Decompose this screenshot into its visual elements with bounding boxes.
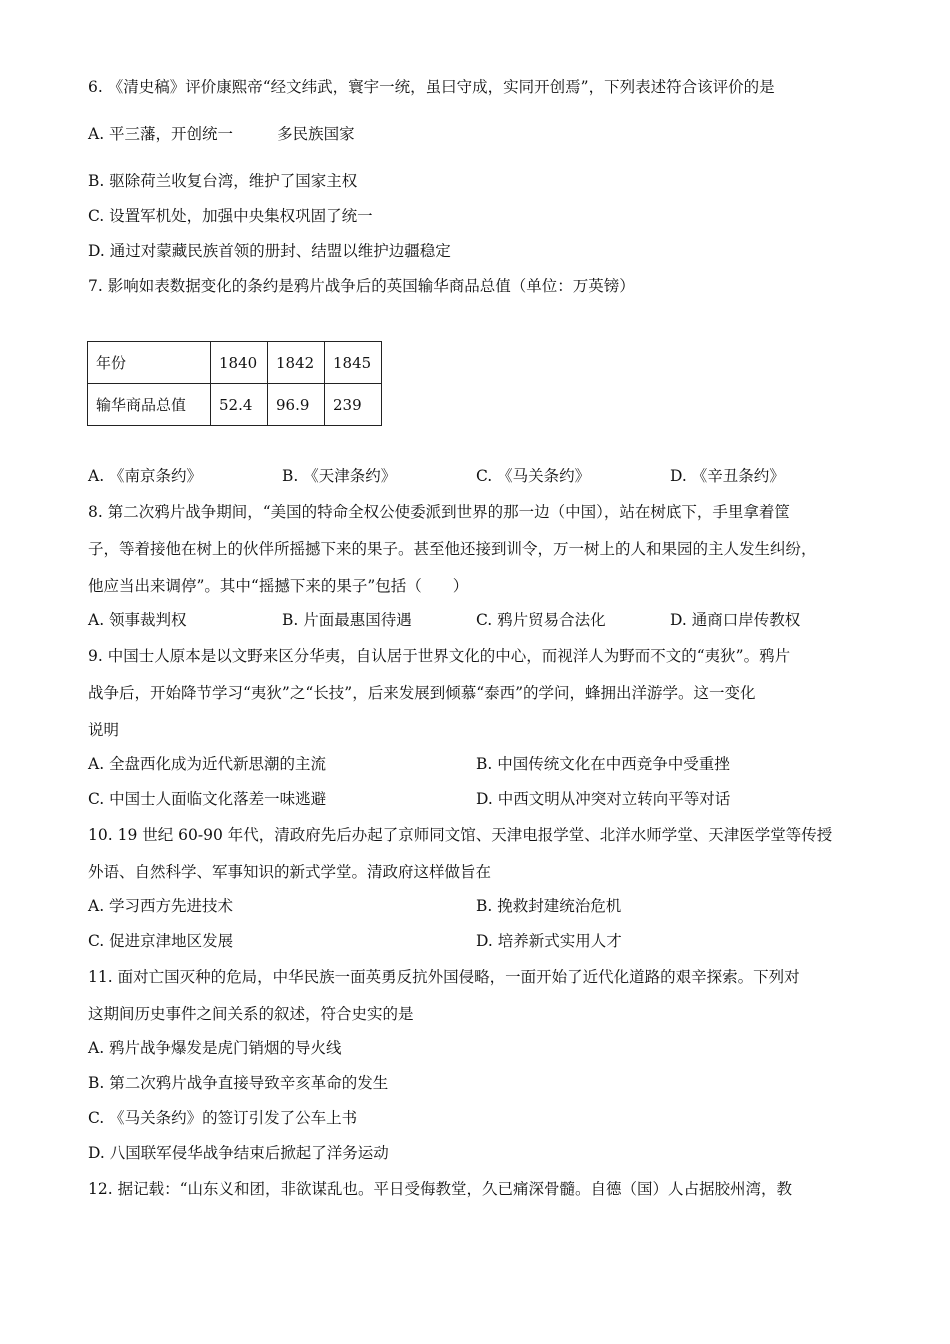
q8-line-1: 8. 第二次鸦片战争期间，“美国的特命全权公使委派到世界的那一边（中国），站在树底下，手里拿着筐 [88, 503, 790, 521]
q7-stem: 7. 影响如表数据变化的条约是鸦片战争后的英国输华商品总值（单位：万英镑） [88, 277, 635, 295]
q8-option-c: C. 鸦片贸易合法化 [476, 611, 606, 629]
q9-line-3: 说明 [88, 721, 120, 739]
q10-option-a: A. 学习西方先进技术 [88, 897, 234, 915]
q6-option-b: B. 驱除荷兰收复台湾，维护了国家主权 [88, 172, 358, 190]
q10-option-c: C. 促进京津地区发展 [88, 932, 234, 950]
q12-line-1: 12. 据记载：“山东义和团，非欲谋乱也。平日受侮教堂，久已痛深骨髓。自德（国）人占据胶州湾，教 [88, 1180, 793, 1198]
q11-line-2: 这期间历史事件之间关系的叙述，符合史实的是 [88, 1005, 414, 1023]
table-cell: 239 [325, 384, 382, 426]
q8-line-2: 子，等着接他在树上的伙伴所摇撼下来的果子。甚至他还接到训令，万一树上的人和果园的主人发生纠纷， [88, 540, 817, 558]
q9-option-a: A. 全盘西化成为近代新思潮的主流 [88, 755, 327, 773]
q8-option-b: B. 片面最惠国待遇 [282, 611, 412, 629]
q11-option-c: C. 《马关条约》的签订引发了公车上书 [88, 1109, 358, 1127]
q11-option-a: A. 鸦片战争爆发是虎门销烟的导火线 [88, 1039, 342, 1057]
q8-line-3: 他应当出来调停”。其中“摇撼下来的果子”包括（ ） [88, 577, 469, 595]
table-row [88, 342, 382, 384]
q10-line-1: 10. 19 世纪 60-90 年代，清政府先后办起了京师同文馆、天津电报学堂、北洋水师学堂、天津医学堂等传授 [88, 826, 833, 844]
q7-data-table [87, 341, 382, 426]
q7-option-a: A. 《南京条约》 [88, 467, 203, 485]
q9-line-2: 战争后，开始降节学习“夷狄”之“长技”，后来发展到倾慕“泰西”的学问，蜂拥出洋游学。这一变化 [88, 684, 756, 702]
table-cell: 1842 [268, 342, 325, 384]
q9-line-1: 9. 中国士人原本是以文野来区分华夷，自认居于世界文化的中心，而视洋人为野而不文的“夷狄”。鸦片 [88, 647, 791, 665]
q11-line-1: 11. 面对亡国灭种的危局，中华民族一面英勇反抗外国侵略，一面开始了近代化道路的艰辛探索。下列对 [88, 968, 800, 986]
q8-option-a: A. 领事裁判权 [88, 611, 187, 629]
table-cell: 1840 [211, 342, 268, 384]
q7-option-d: D. 《辛丑条约》 [670, 467, 785, 485]
table-cell: 52.4 [211, 384, 268, 426]
q10-option-b: B. 挽救封建统治危机 [476, 897, 622, 915]
table-cell: 1845 [325, 342, 382, 384]
q6-option-a-part2: 多民族国家 [277, 125, 355, 143]
q9-option-c: C. 中国士人面临文化落差一味逃避 [88, 790, 327, 808]
q11-option-b: B. 第二次鸦片战争直接导致辛亥革命的发生 [88, 1074, 389, 1092]
q6-stem: 6. 《清史稿》评价康熙帝“经文纬武，寰宇一统，虽曰守成，实同开创焉”，下列表述符合该评价的是 [88, 78, 775, 96]
q10-line-2: 外语、自然科学、军事知识的新式学堂。清政府这样做旨在 [88, 863, 492, 881]
q6-option-a [88, 124, 355, 144]
q6-option-c: C. 设置军机处，加强中央集权巩固了统一 [88, 207, 373, 225]
q11-option-d: D. 八国联军侵华战争结束后掀起了洋务运动 [88, 1144, 389, 1162]
table-cell: 96.9 [268, 384, 325, 426]
table-cell: 年份 [88, 342, 211, 384]
q10-option-d: D. 培养新式实用人才 [476, 932, 622, 950]
q9-option-d: D. 中西文明从冲突对立转向平等对话 [476, 790, 731, 808]
q7-option-b: B. 《天津条约》 [282, 467, 397, 485]
q7-option-c: C. 《马关条约》 [476, 467, 591, 485]
q6-option-a-part1: A. 平三藩，开创统一 [88, 125, 234, 143]
q8-option-d: D. 通商口岸传教权 [670, 611, 801, 629]
q6-option-d: D. 通过对蒙藏民族首领的册封、结盟以维护边疆稳定 [88, 242, 451, 260]
q9-option-b: B. 中国传统文化在中西竞争中受重挫 [476, 755, 730, 773]
table-cell: 输华商品总值 [88, 384, 211, 426]
table-row [88, 384, 382, 426]
